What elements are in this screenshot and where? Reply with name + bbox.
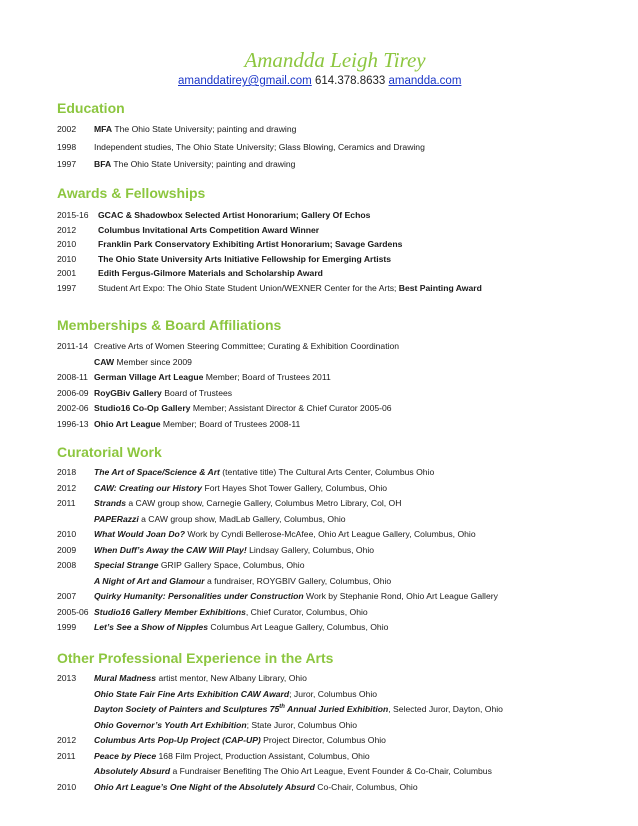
name-text: Amandda Leigh Tirey <box>244 48 426 72</box>
professional-detail: artist mentor, New Albany Library, Ohio <box>156 673 307 683</box>
memberships-heading: Memberships & Board Affiliations <box>57 317 282 333</box>
curatorial-detail: a CAW group show, MadLab Gallery, Columbus, Ohio <box>138 513 346 524</box>
professional-title-text: Ohio State Fair Fine Arts Exhibition CAW Award <box>94 688 290 699</box>
professional-title <box>94 766 170 776</box>
professional-detail: ; Juror, Columbus Ohio <box>289 688 378 699</box>
education-text <box>94 124 296 135</box>
curatorial-text <box>94 607 368 618</box>
professional-text <box>94 689 377 700</box>
curatorial-text <box>94 483 387 494</box>
professional-sup: th <box>279 704 285 711</box>
curatorial-title <box>94 545 247 555</box>
awards-year: 2012 <box>57 224 77 235</box>
curatorial-title-text: What Would Joan Do? <box>94 529 186 539</box>
education-detail: The Ohio State University; painting and drawing <box>112 124 297 134</box>
curatorial-text <box>94 514 346 525</box>
professional-detail: a Fundraiser Benefiting The Ohio Art League, Event Founder & Co-Chair, Columbus <box>170 766 492 776</box>
curatorial-year: 2012 <box>57 482 77 493</box>
awards-bold: Edith Fergus-Gilmore Materials and Scholarship Award <box>98 268 323 278</box>
awards-year: 2010 <box>57 239 77 249</box>
curatorial-heading: Curatorial Work <box>57 444 162 460</box>
memberships-detail: Board of Trustees <box>161 387 233 398</box>
awards-text <box>98 268 323 279</box>
resume-name <box>0 48 638 73</box>
professional-title-text: Dayton Society of Painters and Sculptures 75 <box>94 704 280 714</box>
professional-detail: ; State Juror, Columbus Ohio <box>246 719 357 730</box>
curatorial-title-text: When Duff’s Away the CAW Will Play! <box>94 544 247 555</box>
curatorial-title <box>94 560 158 570</box>
memberships-year: 2011-14 <box>57 341 88 351</box>
curatorial-title-text: Quirky Humanity: Personalities under Construction <box>94 591 304 601</box>
memberships-text <box>94 341 399 352</box>
curatorial-detail: a fundraiser, ROYGBIV Gallery, Columbus, Ohio <box>204 575 392 586</box>
curatorial-year: 2008 <box>57 560 77 570</box>
professional-detail: , Selected Juror, Dayton, Ohio <box>388 704 503 714</box>
website-link[interactable]: amandda.com <box>388 75 462 87</box>
professional-text <box>94 704 503 715</box>
curatorial-detail: , Chief Curator, Columbus, Ohio <box>245 606 368 617</box>
education-text <box>94 142 425 153</box>
professional-year: 2010 <box>57 781 77 792</box>
awards-bold: The Ohio State University Arts Initiative Fellowship for Emerging Artists <box>98 253 392 264</box>
awards-year: 2015-16 <box>57 210 89 220</box>
professional-detail: Co-Chair, Columbus, Ohio <box>314 781 418 792</box>
memberships-text <box>94 419 300 430</box>
curatorial-text <box>94 545 374 556</box>
curatorial-title-text: Strands <box>94 498 126 508</box>
memberships-year: 2008-11 <box>57 372 88 382</box>
education-year: 2002 <box>57 124 77 134</box>
curatorial-text <box>94 560 304 571</box>
awards-text <box>98 254 391 265</box>
memberships-detail: Creative Arts of Women Steering Committee; Curating & Exhibition Coordination <box>94 341 400 351</box>
curatorial-year: 2010 <box>57 529 77 539</box>
awards-text <box>98 225 319 236</box>
memberships-detail: Member; Board of Trustees 2011 <box>203 372 331 382</box>
curatorial-detail: Fort Hayes Shot Tower Gallery, Columbus, Ohio <box>202 482 388 493</box>
curatorial-title-text: CAW: Creating our History <box>94 482 203 493</box>
memberships-text <box>94 388 232 399</box>
professional-title <box>94 689 289 699</box>
curatorial-detail: Columbus Art League Gallery, Columbus, Ohio <box>207 622 389 632</box>
professional-title-text-2: Annual Juried Exhibition <box>284 704 389 714</box>
curatorial-title-text: Let’s See a Show of Nipples <box>94 622 208 632</box>
professional-detail: Project Director, Columbus Ohio <box>260 735 386 745</box>
awards-detail: Student Art Expo: The Ohio State Student Union/WEXNER Center for the Arts; <box>98 282 399 293</box>
memberships-bold: Studio16 Co-Op Gallery <box>94 403 191 413</box>
awards-bold: Franklin Park Conservatory Exhibiting Artist Honorarium; Savage Gardens <box>98 239 403 249</box>
professional-detail: 168 Film Project, Production Assistant, Columbus, Ohio <box>156 750 370 761</box>
awards-heading: Awards & Fellowships <box>57 185 206 201</box>
memberships-detail: Member; Assistant Director & Chief Curator 2005-06 <box>190 403 392 413</box>
memberships-bold: Ohio Art League <box>94 418 161 429</box>
curatorial-text <box>94 591 498 602</box>
email-link[interactable]: amanddatirey@gmail.com <box>178 75 312 87</box>
professional-title-text: Ohio Governor’s Youth Art Exhibition <box>94 719 247 730</box>
curatorial-text <box>94 622 388 633</box>
curatorial-text <box>94 467 434 478</box>
curatorial-title <box>94 498 126 508</box>
memberships-bold: German Village Art League <box>94 372 204 382</box>
professional-title <box>94 704 279 714</box>
awards-year: 2010 <box>57 253 77 264</box>
curatorial-title-text: A Night of Art and Glamour <box>94 575 205 586</box>
professional-text <box>94 735 386 746</box>
awards-bold: Columbus Invitational Arts Competition Award Winner <box>98 224 320 235</box>
professional-year: 2012 <box>57 735 77 745</box>
professional-title <box>94 782 315 792</box>
education-year: 1997 <box>57 159 77 169</box>
professional-title-text: Ohio Art League’s One Night of the Absolutely Absurd <box>94 781 315 792</box>
phone-text: 614.378.8633 <box>314 75 386 87</box>
awards-bold: GCAC & Shadowbox Selected Artist Honorarium; Gallery Of Echos <box>98 210 371 220</box>
professional-title-text: Absolutely Absurd <box>94 766 171 776</box>
curatorial-year: 2005-06 <box>57 606 89 617</box>
education-heading: Education <box>57 100 125 116</box>
curatorial-year: 2011 <box>57 498 76 508</box>
awards-text <box>98 283 482 294</box>
memberships-text <box>94 372 331 383</box>
awards-year: 2001 <box>57 268 77 278</box>
memberships-detail: Member; Board of Trustees 2008-11 <box>160 418 301 429</box>
curatorial-text <box>94 529 476 540</box>
professional-text <box>94 673 307 684</box>
professional-title <box>94 751 156 761</box>
memberships-bold: RoyGBiv Gallery <box>94 387 162 398</box>
professional-year: 2013 <box>57 673 77 683</box>
professional-title-text: Columbus Arts Pop-Up Project (CAP-UP) <box>94 735 261 745</box>
curatorial-year: 2007 <box>57 591 77 601</box>
awards-text <box>98 239 402 250</box>
curatorial-title-text: Studio16 Gallery Member Exhibitions <box>94 606 246 617</box>
professional-heading: Other Professional Experience in the Arts <box>57 650 334 666</box>
curatorial-detail: a CAW group show, Carnegie Gallery, Columbus Metro Library, Col, OH <box>126 498 402 508</box>
memberships-year: 2006-09 <box>57 387 89 398</box>
curatorial-title-text: Special Strange <box>94 560 159 570</box>
curatorial-detail: (tentative title) The Cultural Arts Center, Columbus Ohio <box>219 467 435 477</box>
awards-text <box>98 210 370 221</box>
curatorial-title <box>94 576 205 586</box>
curatorial-title <box>94 607 246 617</box>
curatorial-title <box>94 591 304 601</box>
memberships-text <box>94 357 192 368</box>
curatorial-text <box>94 576 391 587</box>
curatorial-title <box>94 622 208 632</box>
professional-title <box>94 720 247 730</box>
professional-year: 2011 <box>57 750 76 761</box>
curatorial-detail: Work by Stephanie Rond, Ohio Art League Gallery <box>303 591 498 601</box>
education-text <box>94 159 295 170</box>
professional-title <box>94 735 261 745</box>
memberships-bold: CAW <box>94 356 115 367</box>
education-detail: Independent studies, The Ohio State University; Glass Blowing, Ceramics and Drawing <box>94 141 425 152</box>
awards-bold: Best Painting Award <box>398 282 482 293</box>
education-detail: The Ohio State University; painting and drawing <box>111 159 296 169</box>
curatorial-year: 1999 <box>57 622 77 632</box>
curatorial-text <box>94 498 401 509</box>
curatorial-title <box>94 467 220 477</box>
memberships-text <box>94 403 392 414</box>
education-bold: MFA <box>94 124 113 134</box>
awards-year: 1997 <box>57 282 77 293</box>
professional-text <box>94 782 418 793</box>
curatorial-detail: GRIP Gallery Space, Columbus, Ohio <box>158 560 305 570</box>
curatorial-title <box>94 514 139 524</box>
professional-title-2 <box>285 704 388 714</box>
professional-text <box>94 766 492 777</box>
curatorial-year: 2009 <box>57 544 77 555</box>
professional-title-text: Peace by Piece <box>94 750 157 761</box>
professional-title-text: Mural Madness <box>94 673 157 683</box>
memberships-year: 2002-06 <box>57 403 89 413</box>
contact-line <box>178 75 461 87</box>
curatorial-year: 2018 <box>57 467 77 477</box>
curatorial-title <box>94 529 185 539</box>
professional-text <box>94 751 370 762</box>
curatorial-title-text: PAPERazzi <box>94 513 139 524</box>
professional-title <box>94 673 156 683</box>
curatorial-title <box>94 483 202 493</box>
memberships-year: 1996-13 <box>57 418 89 429</box>
curatorial-detail: Work by Cyndi Bellerose-McAfee, Ohio Art League Gallery, Columbus, Ohio <box>185 529 476 539</box>
education-bold: BFA <box>94 159 112 169</box>
education-year: 1998 <box>57 141 77 152</box>
professional-text <box>94 720 357 731</box>
memberships-detail: Member since 2009 <box>114 356 192 367</box>
curatorial-detail: Lindsay Gallery, Columbus, Ohio <box>246 544 375 555</box>
curatorial-title-text: The Art of Space/Science & Art <box>94 467 220 477</box>
